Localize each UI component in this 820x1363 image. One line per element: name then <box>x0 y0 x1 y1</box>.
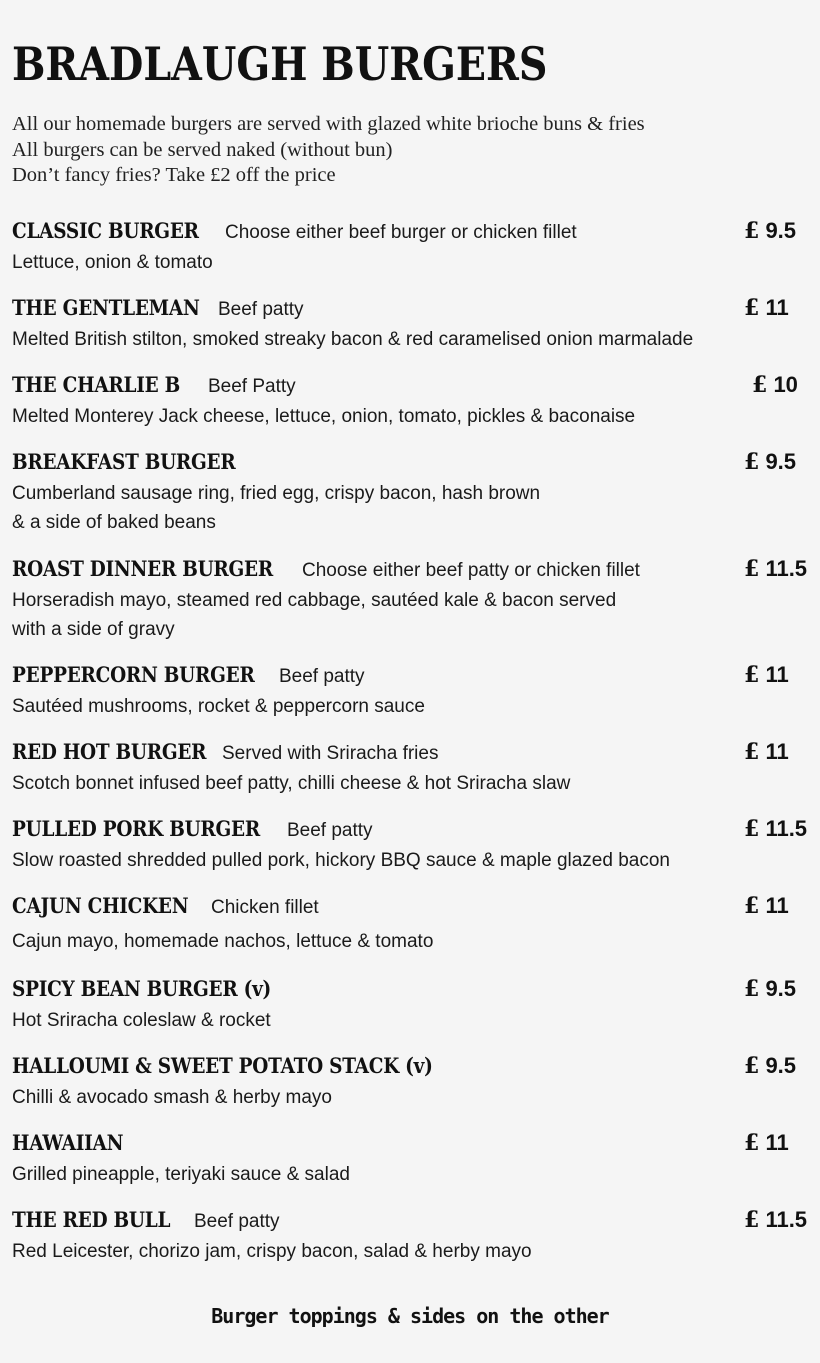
item-description: Sautéed mushrooms, rocket & peppercorn sauce <box>12 696 425 717</box>
intro-line-naked: All burgers can be served naked (without bun) <box>12 138 393 161</box>
item-name: THE RED BULL <box>12 1207 171 1232</box>
menu-item-pulled-pork-burger <box>12 816 812 875</box>
price-value: 11.5 <box>765 1207 808 1232</box>
pound-symbol: £ <box>744 1207 760 1233</box>
menu-item-hawaiian <box>12 1130 812 1189</box>
menu-item-the-charlie-b <box>12 372 812 431</box>
price-value: 9.5 <box>765 218 797 243</box>
intro-line-fries: Don’t fancy fries? Take £2 off the price <box>12 164 336 186</box>
item-subtitle: Choose either beef patty or chicken fillet <box>302 560 640 581</box>
item-subtitle: Beef Patty <box>208 376 296 397</box>
item-subtitle: Beef patty <box>194 1211 280 1232</box>
item-price <box>744 556 807 582</box>
item-price <box>744 1207 807 1233</box>
intro-line-buns: All our homemade burgers are served with glazed white brioche buns & fries <box>12 113 645 135</box>
price-value: 11.5 <box>765 816 808 841</box>
intro-text <box>12 112 645 189</box>
menu-item-breakfast-burger <box>12 449 812 537</box>
item-subtitle: Chicken fillet <box>211 897 319 918</box>
menu-item-peppercorn-burger <box>12 662 812 721</box>
price-value: 11 <box>765 662 789 687</box>
price-value: 11 <box>765 295 789 320</box>
item-name: RED HOT BURGER <box>12 739 207 764</box>
menu-item-spicy-bean-burger <box>12 976 812 1035</box>
pound-symbol: £ <box>744 816 760 842</box>
pound-symbol: £ <box>744 1053 760 1079</box>
item-name: CLASSIC BURGER <box>12 218 199 243</box>
item-price <box>744 1130 789 1156</box>
pound-symbol: £ <box>744 449 760 475</box>
item-description: Red Leicester, chorizo jam, crispy bacon, salad & herby mayo <box>12 1241 532 1262</box>
item-subtitle: Beef patty <box>279 666 365 687</box>
price-value: 11 <box>765 893 789 918</box>
price-value: 9.5 <box>765 1053 797 1078</box>
item-name: PEPPERCORN BURGER <box>12 662 255 687</box>
pound-symbol: £ <box>744 893 760 919</box>
item-description: Cajun mayo, homemade nachos, lettuce & tomato <box>12 931 434 952</box>
price-value: 9.5 <box>765 449 797 474</box>
item-description: Grilled pineapple, teriyaki sauce & salad <box>12 1164 350 1185</box>
pound-symbol: £ <box>744 556 760 582</box>
pound-symbol: £ <box>744 662 760 688</box>
item-description: Chilli & avocado smash & herby mayo <box>12 1087 332 1108</box>
item-price <box>744 295 789 321</box>
item-description: with a side of gravy <box>12 619 175 640</box>
footer-note: Burger toppings & sides on the other <box>211 1304 609 1328</box>
item-price <box>744 739 789 765</box>
page-title: BRADLAUGH BURGERS <box>12 37 548 91</box>
item-name: PULLED PORK BURGER <box>12 816 260 841</box>
item-subtitle: Beef patty <box>218 299 304 320</box>
item-description: & a side of baked beans <box>12 512 216 533</box>
item-price <box>744 662 789 688</box>
item-description: Slow roasted shredded pulled pork, hickory BBQ sauce & maple glazed bacon <box>12 850 670 871</box>
item-price <box>744 816 807 842</box>
item-name: THE CHARLIE B <box>12 372 180 397</box>
item-description: Horseradish mayo, steamed red cabbage, sautéed kale & bacon served <box>12 590 617 611</box>
item-name: BREAKFAST BURGER <box>12 449 236 474</box>
pound-symbol: £ <box>744 295 760 321</box>
pound-symbol: £ <box>752 372 768 398</box>
pound-symbol: £ <box>744 1130 760 1156</box>
pound-symbol: £ <box>744 739 760 765</box>
menu-item-roast-dinner-burger <box>12 556 812 644</box>
menu-item-halloumi-sweet-potato-stack <box>12 1053 812 1112</box>
item-description: Melted Monterey Jack cheese, lettuce, onion, tomato, pickles & baconaise <box>12 406 636 427</box>
item-subtitle: Beef patty <box>287 820 373 841</box>
item-name: THE GENTLEMAN <box>12 295 200 320</box>
menu-item-cajun-chicken <box>12 893 812 956</box>
price-value: 9.5 <box>765 976 797 1001</box>
price-value: 11.5 <box>765 556 808 581</box>
item-name: CAJUN CHICKEN <box>12 893 189 918</box>
item-subtitle: Served with Sriracha fries <box>222 743 439 764</box>
price-value: 10 <box>773 372 798 397</box>
item-name: ROAST DINNER BURGER <box>12 556 273 581</box>
menu-item-classic-burger <box>12 218 812 277</box>
item-name: HALLOUMI & SWEET POTATO STACK (v) <box>12 1053 433 1078</box>
menu-item-red-hot-burger <box>12 739 812 798</box>
pound-symbol: £ <box>744 976 760 1002</box>
item-subtitle: Choose either beef burger or chicken fillet <box>225 222 577 243</box>
item-name: SPICY BEAN BURGER (v) <box>12 976 272 1001</box>
item-price <box>752 372 798 398</box>
price-value: 11 <box>765 1130 789 1155</box>
item-price <box>744 449 796 475</box>
menu-item-the-red-bull <box>12 1207 812 1266</box>
menu-item-the-gentleman <box>12 295 812 354</box>
pound-symbol: £ <box>744 218 760 244</box>
item-price <box>744 976 796 1002</box>
item-price <box>744 893 789 919</box>
item-price <box>744 218 796 244</box>
item-description: Scotch bonnet infused beef patty, chilli cheese & hot Sriracha slaw <box>12 773 571 794</box>
item-price <box>744 1053 796 1079</box>
price-value: 11 <box>765 739 789 764</box>
item-name: HAWAIIAN <box>12 1130 124 1155</box>
item-description: Lettuce, onion & tomato <box>12 252 213 273</box>
item-description: Cumberland sausage ring, fried egg, crispy bacon, hash brown <box>12 483 541 504</box>
item-description: Melted British stilton, smoked streaky bacon & red caramelised onion marmalade <box>12 329 694 350</box>
item-description: Hot Sriracha coleslaw & rocket <box>12 1010 271 1031</box>
